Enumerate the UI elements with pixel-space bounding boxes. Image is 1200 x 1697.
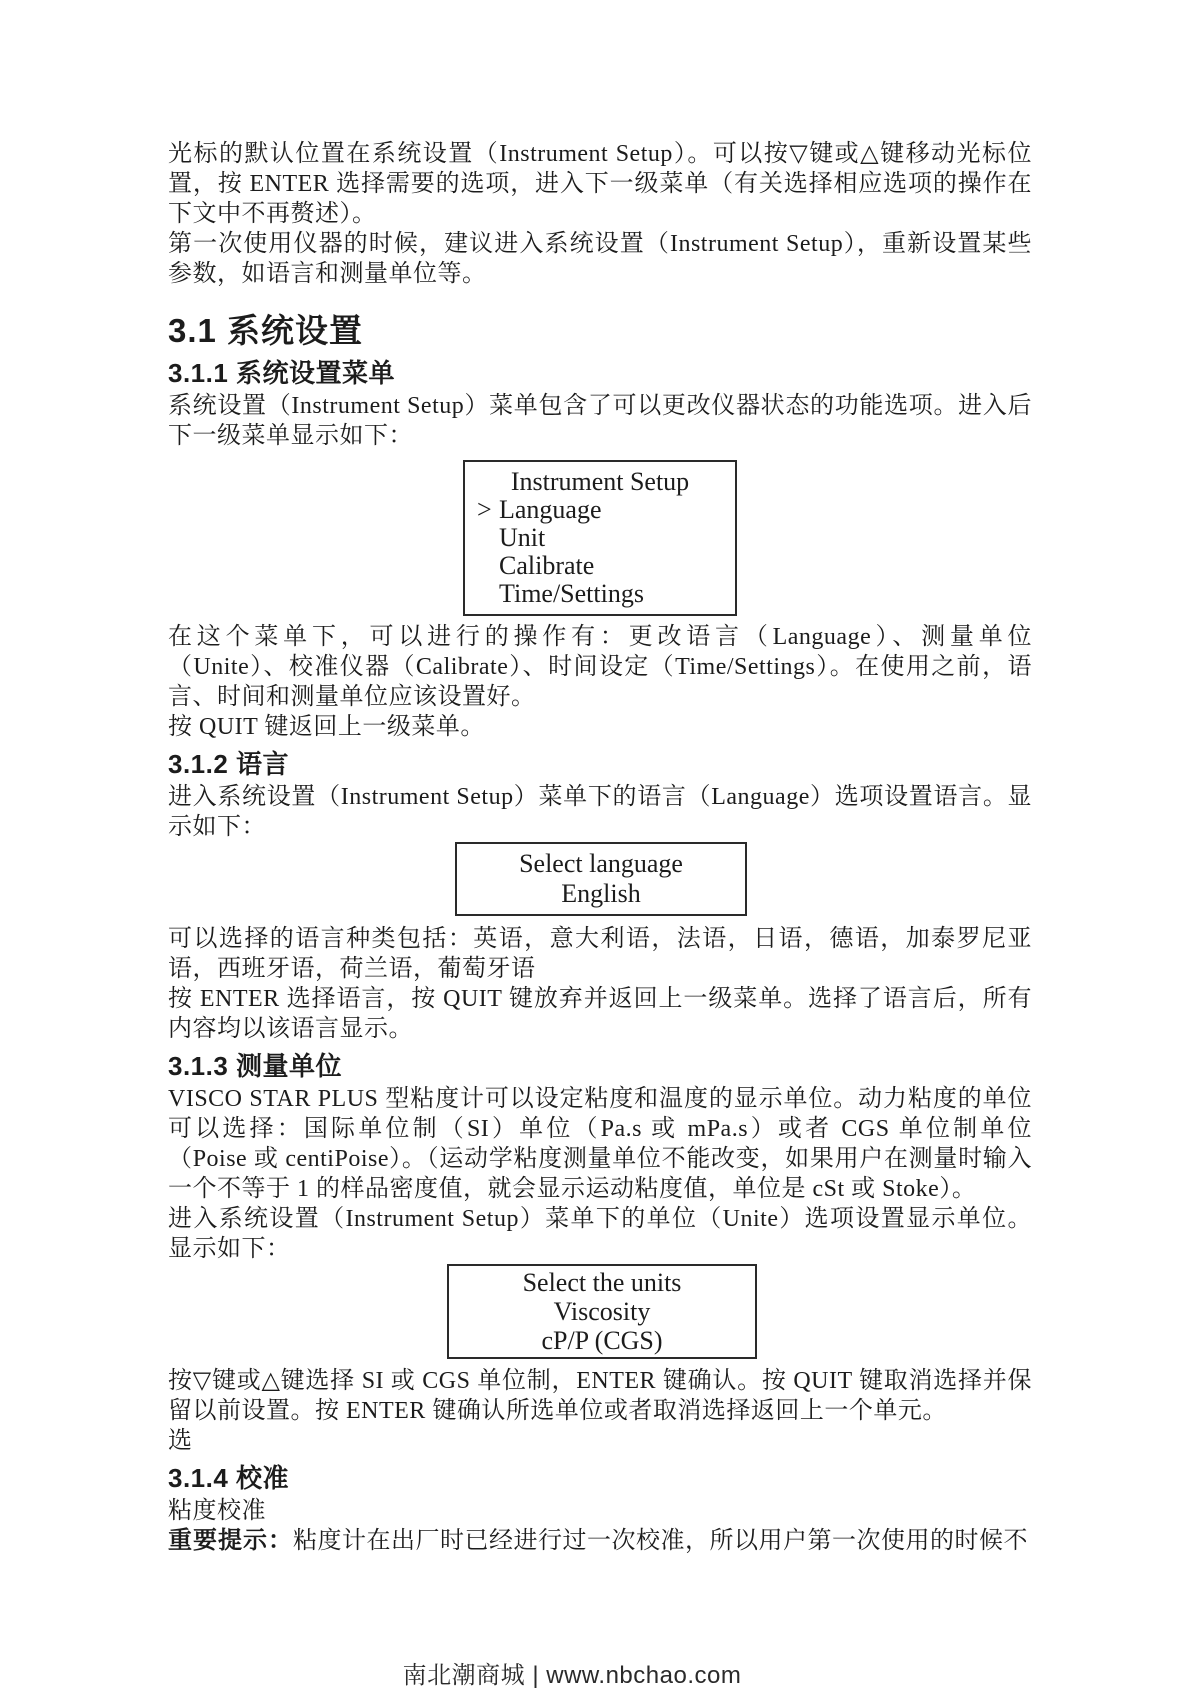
paragraph-language-confirm: 按 ENTER 选择语言，按 QUIT 键放弃并返回上一级菜单。选择了语言后，所有内容均以该语言显示。 <box>168 986 1032 1042</box>
menu-item-calibrate <box>465 552 735 580</box>
menu-item-label: Language <box>499 495 602 524</box>
paragraph-orphan-char: 选 <box>168 1428 193 1454</box>
page-footer <box>0 1655 1172 1690</box>
paragraph-units-option-intro: 进入系统设置（Instrument Setup）菜单下的单位（Unite）选项设置显示单位。显示如下： <box>168 1206 1032 1262</box>
screen-title: Instrument Setup <box>510 467 690 496</box>
menu-item-unit <box>465 524 735 552</box>
select-language-screen-box <box>455 842 747 916</box>
section-heading-3-1: 3.1 系统设置 <box>168 312 364 349</box>
select-units-screen-box <box>447 1264 757 1359</box>
subsection-heading-3-1-3: 3.1.3 测量单位 <box>168 1051 343 1081</box>
subsection-heading-3-1-1: 3.1.1 系统设置菜单 <box>168 358 396 388</box>
paragraph-viscosity-calibration: 粘度校准 <box>168 1498 266 1524</box>
paragraph-quit-note: 按 QUIT 键返回上一级菜单。 <box>168 714 485 740</box>
menu-item-language <box>465 496 735 524</box>
important-note-lead: 重要提示： <box>168 1528 293 1554</box>
paragraph-units-confirm: 按▽键或△键选择 SI 或 CGS 单位制，ENTER 键确认。按 QUIT 键取消选择并保留以前设置。按 ENTER 键确认所选单位或者取消选择返回上一个单元。 <box>168 1368 1032 1424</box>
menu-item-label: Unit <box>499 523 546 552</box>
screen-line-select-units: Select the units <box>522 1268 682 1297</box>
screen-line-select-language: Select language <box>519 849 683 878</box>
instrument-setup-screen-box <box>463 460 737 616</box>
subsection-heading-3-1-2: 3.1.2 语言 <box>168 749 290 779</box>
paragraph-language-option-intro: 进入系统设置（Instrument Setup）菜单下的语言（Language）选项设置语言。显示如下： <box>168 784 1032 840</box>
page-body <box>168 139 1032 1556</box>
subsection-heading-3-1-4: 3.1.4 校准 <box>168 1463 290 1493</box>
paragraph-units-description: VISCO STAR PLUS 型粘度计可以设定粘度和温度的显示单位。动力粘度的单位可以选择：国际单位制（SI）单位（Pa.s 或 mPa.s）或者 CGS 单位制单位（Poise 或 centiPoise）。（运动学粘度测量单位不能改变，如果用户在测量时输入一个不等于 1 的样品密度值，就会显示运动粘度值，单位是 cSt 或 Stoke）。 <box>168 1086 1032 1202</box>
menu-item-time-settings <box>465 580 735 608</box>
footer-site-text: 南北潮商城 | www.nbchao.com <box>402 1662 742 1689</box>
paragraph-language-list: 可以选择的语言种类包括：英语，意大利语，法语，日语，德语，加泰罗尼亚语，西班牙语，荷兰语，葡萄牙语 <box>168 926 1032 982</box>
cursor-indicator: > <box>477 495 492 524</box>
paragraph-menu-operations: 在这个菜单下，可以进行的操作有：更改语言（Language）、测量单位（Unite）、校准仪器（Calibrate）、时间设定（Time/Settings）。在使用之前，语言、时间和测量单位应该设置好。 <box>168 624 1032 710</box>
menu-item-label: Calibrate <box>499 551 595 580</box>
paragraph-setup-menu-intro: 系统设置（Instrument Setup）菜单包含了可以更改仪器状态的功能选项。进入后下一级菜单显示如下： <box>168 393 1032 449</box>
screen-line-viscosity: Viscosity <box>553 1297 651 1326</box>
paragraph-cursor-default: 光标的默认位置在系统设置（Instrument Setup）。可以按▽键或△键移动光标位置，按 ENTER 选择需要的选项，进入下一级菜单（有关选择相应选项的操作在下文中不再赘述）。 <box>168 141 1032 227</box>
screen-line-cgs-unit: cP/P (CGS) <box>541 1326 663 1355</box>
paragraph-first-use-advice: 第一次使用仪器的时候，建议进入系统设置（Instrument Setup），重新设置某些参数，如语言和测量单位等。 <box>168 231 1032 287</box>
menu-item-label: Time/Settings <box>499 579 644 608</box>
important-note-text: 粘度计在出厂时已经进行过一次校准，所以用户第一次使用的时候不 <box>293 1528 1028 1554</box>
screen-line-english: English <box>561 879 641 908</box>
paragraph-important-note <box>168 1526 1032 1556</box>
